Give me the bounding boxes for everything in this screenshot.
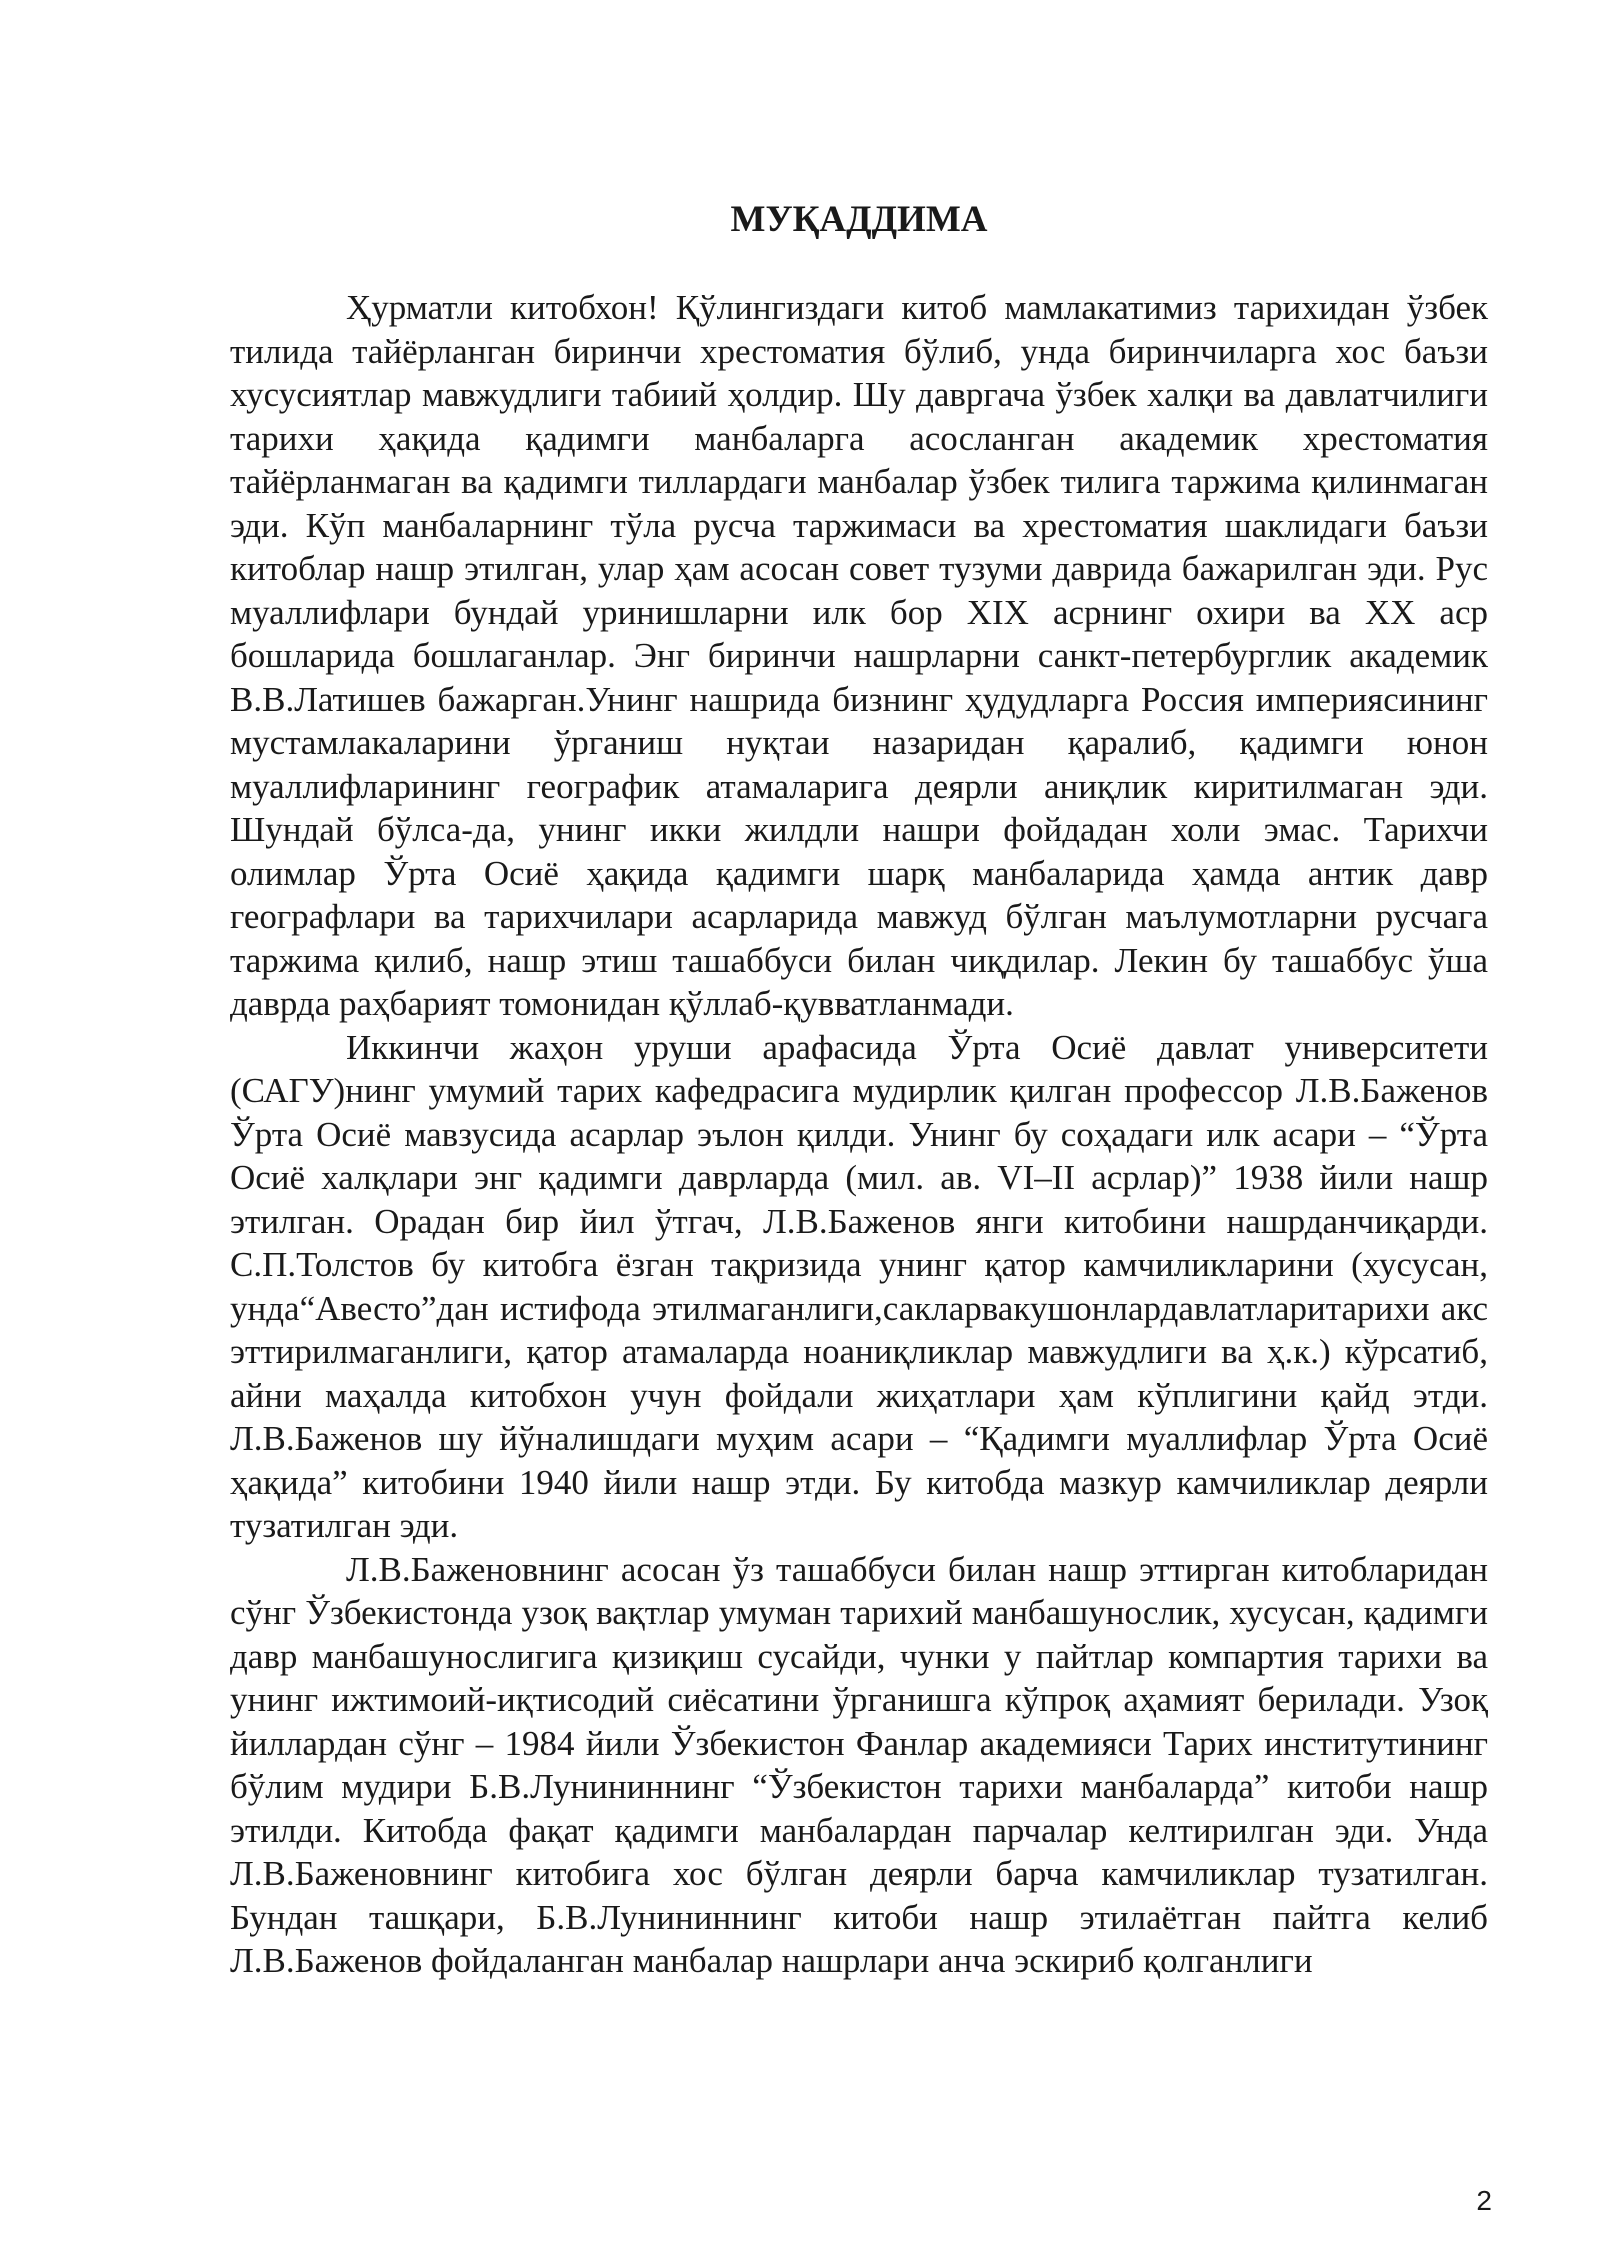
paragraph-2: Иккинчи жаҳон уруши арафасида Ўрта Осиё давлат университети (САГУ)нинг умумий тарих кафедрасига мудирлик қилган профессор Л.В.Баженов Ўрта Осиё мавзусида асарлар эълон қилди. Унинг бу соҳадаги илк асари – “Ўрта Осиё халқлари энг қадимги даврларда (мил. ав. VI–II асрлар)” 1938 йили нашр этилган. Орадан бир йил ўтгач, Л.В.Баженов янги китобини нашрданчиқарди. С.П.Толстов бу китобга ёзган тақризида унинг қатор камчиликларини (хусусан, унда“Авесто”дан истифода этилмаганлиги,сакларвакушонлардавлатларитарихи акс эттирилмаганлиги, қатор атамаларда ноаниқликлар мавжудлиги ва ҳ.к.) кўрсатиб, айни маҳалда китобхон учун фойдали жиҳатлари ҳам кўплигини қайд этди. Л.В.Баженов шу йўналишдаги муҳим асари – “Қадимги муаллифлар Ўрта Осиё ҳақида” китобини 1940 йили нашр этди. Бу китобда мазкур камчиликлар деярли тузатилган эди. <box>230 1027 1488 1545</box>
body-text <box>230 286 1488 1983</box>
paragraph-1: Ҳурматли китобхон! Қўлингиздаги китоб мамлакатимиз тарихидан ўзбек тилида тайёрланган биринчи хрестоматия бўлиб, унда биринчиларга хос баъзи хусусиятлар мавжудлиги табиий ҳолдир. Шу давргача ўзбек халқи ва давлатчилиги тарихи ҳақида қадимги манбаларга асосланган академик хрестоматия тайёрланмаган ва қадимги тиллардаги манбалар ўзбек тилига таржима қилинмаган эди. Кўп манбаларнинг тўла русча таржимаси ва хрестоматия шаклидаги баъзи китоблар нашр этилган, улар ҳам асосан совет тузуми даврида бажарилган эди. Рус муаллифлари бундай уринишларни илк бор XIX асрнинг охири ва XX аср бошларида бошлаганлар. Энг биринчи нашрларни санкт-петербурглик академик В.В.Латишев бажарган.Унинг нашрида бизнинг ҳудудларга Россия империясининг мустамлакаларини ўрганиш нуқтаи назаридан қаралиб, қадимги юнон муаллифларининг географик атамаларига деярли аниқлик киритилмаган эди. Шундай бўлса-да, унинг икки жилдли нашри фойдадан холи эмас. Тарихчи олимлар Ўрта Осиё ҳақида қадимги шарқ манбаларида ҳамда антик давр географлари ва тарихчилари асарларида мавжуд бўлган маълумотларни русчага таржима қилиб, нашр этиш ташаббуси билан чиқдилар. Лекин бу ташаббус ўша даврда раҳбарият томонидан қўллаб-қувватланмади. <box>230 288 1488 1023</box>
paragraph-3: Л.В.Баженовнинг асосан ўз ташаббуси билан нашр эттирган китобларидан сўнг Ўзбекистонда узоқ вақтлар умуман тарихий манбашунослик, хусусан, қадимги давр манбашунослигига қизиқиш сусайди, чунки у пайтлар компартия тарихи ва унинг ижтимоий-иқтисодий сиёсатини ўрганишга кўпроқ аҳамият берилади. Узоқ йиллардан сўнг – 1984 йили Ўзбекистон Фанлар академияси Тарих институтининг бўлим мудири Б.В.Лунининнинг “Ўзбекистон тарихи манбаларда” китоби нашр этилди. Китобда фақат қадимги манбалардан парчалар келтирилган эди. Унда Л.В.Баженовнинг китобига хос бўлган деярли барча камчиликлар тузатилган. Бундан ташқари, Б.В.Лунининнинг китоби нашр этилаётган пайтга келиб Л.В.Баженов фойдаланган манбалар нашрлари анча эскириб қолганлиги <box>230 1549 1488 1980</box>
page-number: 2 <box>1476 2185 1492 2216</box>
page-title: МУҚАДДИМА <box>730 199 988 240</box>
